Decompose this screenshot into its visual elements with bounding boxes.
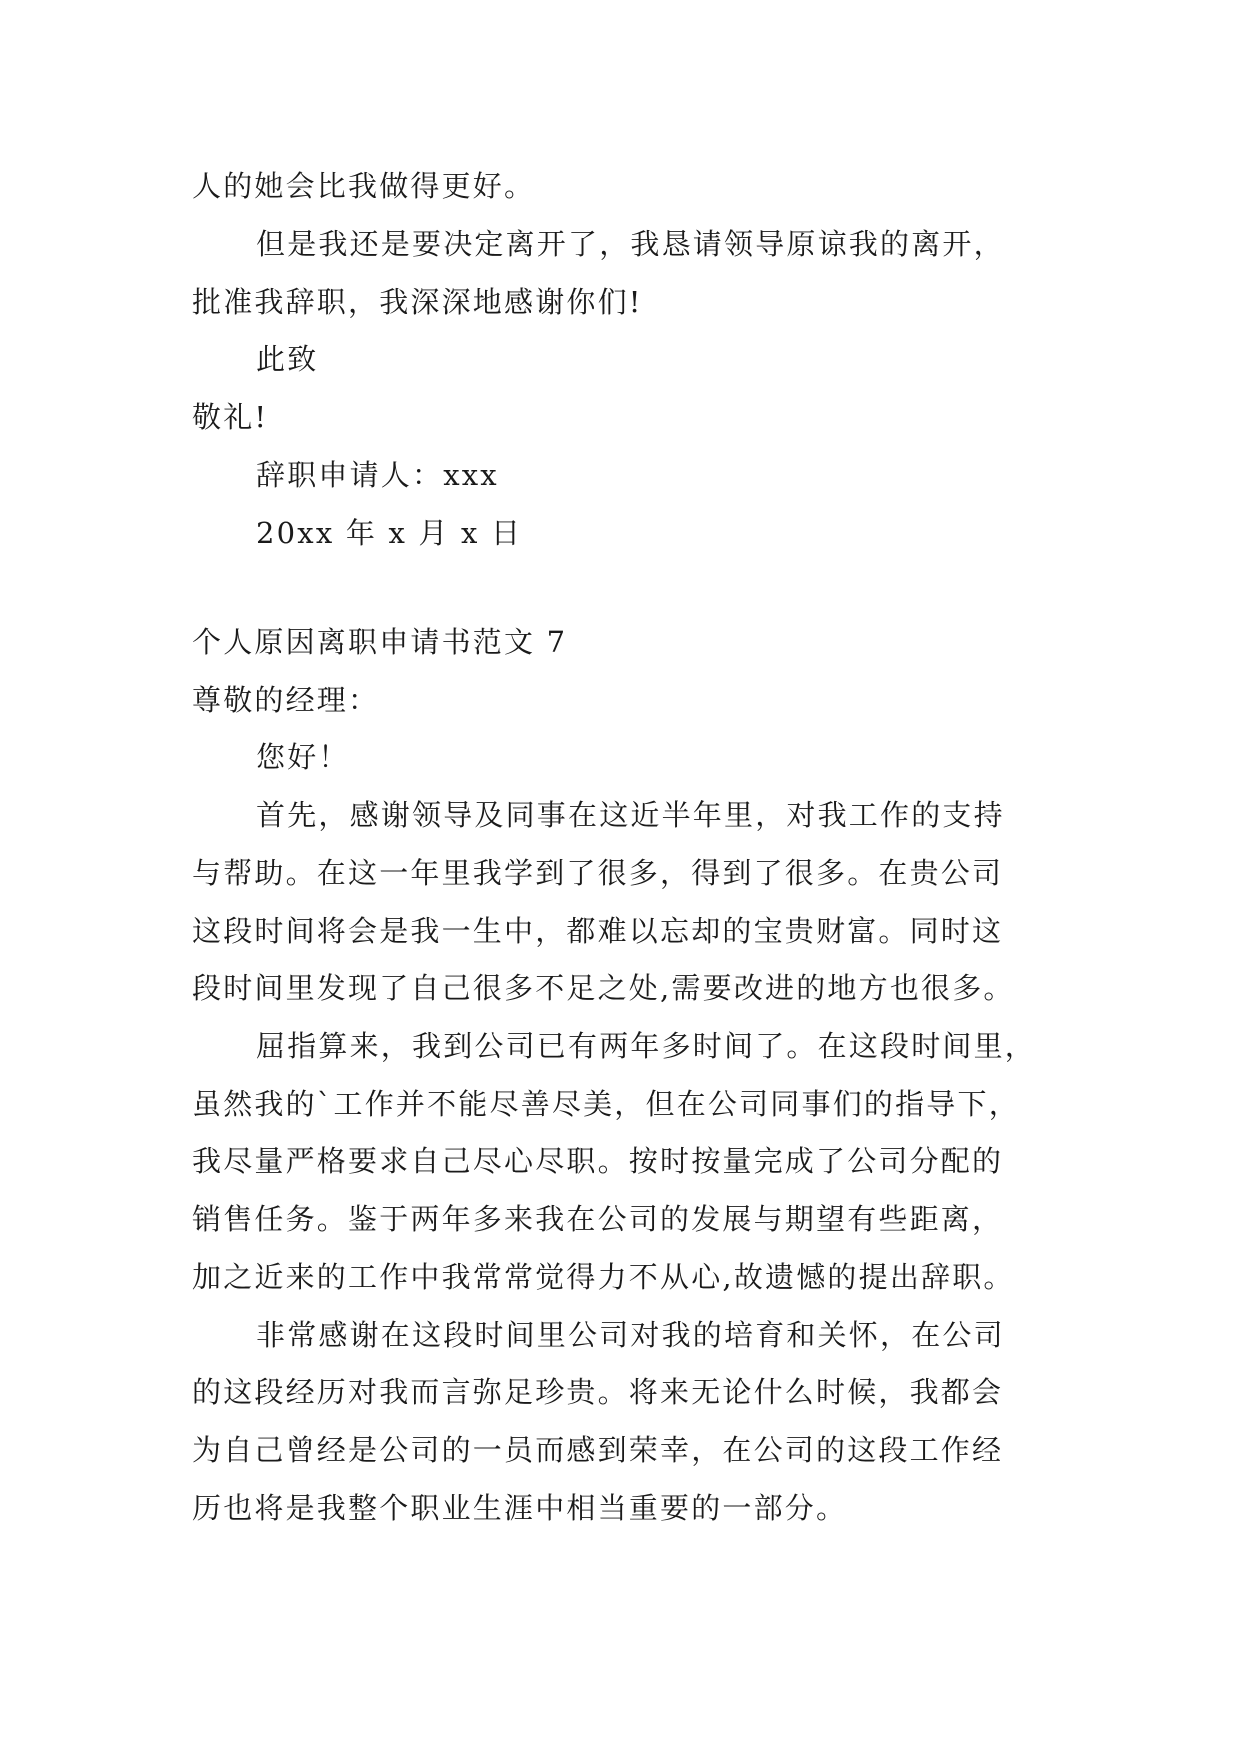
signature-line: 辞职申请人：xxx	[256, 458, 499, 492]
text-line: 的这段经历对我而言弥足珍贵。将来无论什么时候，我都会	[192, 1375, 1004, 1409]
text-line: 我尽量严格要求自己尽心尽职。按时按量完成了公司分配的	[192, 1144, 1004, 1178]
text-line: 段时间里发现了自己很多不足之处,需要改进的地方也很多。	[192, 971, 1015, 1005]
text-line: 历也将是我整个职业生涯中相当重要的一部分。	[192, 1491, 848, 1525]
text-line: 首先，感谢领导及同事在这近半年里，对我工作的支持	[256, 798, 1005, 832]
text-line: 非常感谢在这段时间里公司对我的培育和关怀，在公司	[256, 1318, 1005, 1352]
salutation-line: 敬礼!	[192, 400, 269, 434]
text-line: 销售任务。鉴于两年多来我在公司的发展与期望有些距离，	[192, 1202, 1004, 1236]
text-line: 但是我还是要决定离开了，我恳请领导原谅我的离开，	[256, 227, 1005, 261]
section-title: 个人原因离职申请书范文 7	[192, 625, 568, 659]
salutation-line: 此致	[256, 342, 319, 376]
text-line: 人的她会比我做得更好。	[192, 169, 536, 203]
text-line: 批准我辞职，我深深地感谢你们!	[192, 285, 643, 319]
text-line: 虽然我的`工作并不能尽善尽美，但在公司同事们的指导下，	[192, 1087, 1020, 1121]
greeting-line: 尊敬的经理：	[192, 683, 380, 717]
greeting-line: 您好！	[256, 740, 350, 774]
text-line: 这段时间将会是我一生中，都难以忘却的宝贵财富。同时这	[192, 914, 1004, 948]
text-line: 屈指算来，我到公司已有两年多时间了。在这段时间里，	[256, 1029, 1037, 1063]
date-line: 20xx 年 x 月 x 日	[256, 516, 523, 550]
text-line: 加之近来的工作中我常常觉得力不从心,故遗憾的提出辞职。	[192, 1260, 1015, 1294]
text-line: 为自己曾经是公司的一员而感到荣幸，在公司的这段工作经	[192, 1433, 1004, 1467]
text-line: 与帮助。在这一年里我学到了很多，得到了很多。在贵公司	[192, 856, 1004, 890]
